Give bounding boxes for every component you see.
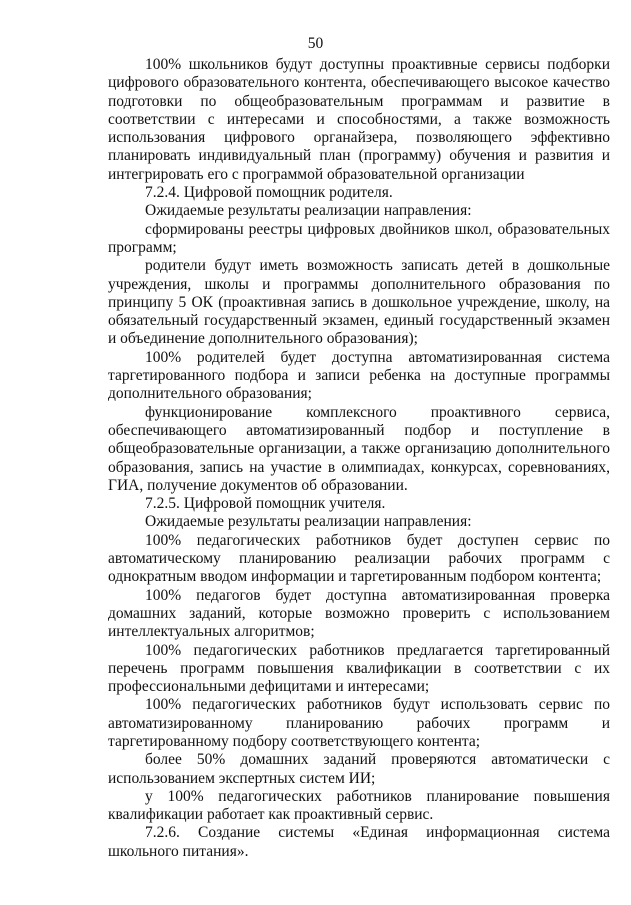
document-body	[108, 56, 610, 861]
paragraph-parents-system: 100% родителей будет доступна автоматизированная система таргетированного подбора и записи ребенка на доступные программы дополнительного образования;	[108, 348, 610, 403]
section-heading-7-2-6: 7.2.6. Создание системы «Единая информационная система школьного питания».	[108, 824, 610, 860]
paragraph-parents-enrollment: родители будут иметь возможность записать детей в дошкольные учреждения, школы и программы дополнительного образования по принципу 5 ОК (проактивная запись в дошкольное учреждение, школу, на обязательный государственный экзамен, единый государственный экзамен и объединение дополнительного образования);	[108, 257, 610, 348]
expected-results-heading: Ожидаемые результаты реализации направления:	[145, 202, 472, 220]
section-heading-7-2-4: 7.2.4. Цифровой помощник родителя.	[145, 184, 393, 202]
paragraph-proactive-qualification: у 100% педагогических работников планирование повышения квалификации работает как проактивный сервис.	[108, 787, 610, 824]
paragraph-teacher-planning: 100% педагогических работников будет доступен сервис по автоматическому планированию реализации рабочих программ с однократным вводом информации и таргетированным подбором контента;	[108, 531, 610, 586]
paragraph-automated-planning: 100% педагогических работников будут использовать сервис по автоматизированному планированию рабочих программ и таргетированному подбору соответствующего контента;	[108, 696, 610, 750]
paragraph-homework-check: 100% педагогов будет доступна автоматизированная проверка домашних заданий, которые возможно проверить с использованием интеллектуальных алгоритмов;	[108, 586, 610, 641]
expected-results-heading: Ожидаемые результаты реализации направления:	[145, 513, 472, 531]
paragraph-registries: сформированы реестры цифровых двойников школ, образовательных программ;	[108, 220, 610, 256]
paragraph-school-services: 100% школьников будут доступны проактивные сервисы подборки цифрового образовательного контента, обеспечивающего высокое качество подготовки по общеобразовательным программам и развитие в соответствии с интересами и способностями, а также возможность использования цифрового органайзера, позволяющего эффективно планировать индивидуальный план (программу) обучения и развития и интегрировать его с программой образовательной организации	[108, 56, 610, 183]
page-number: 50	[307, 35, 324, 52]
paragraph-ai-homework: более 50% домашних заданий проверяются автоматически с использованием экспертных систем ИИ;	[108, 751, 610, 787]
paragraph-proactive-service: функционирование комплексного проактивного сервиса, обеспечивающего автоматизированный подбор и поступление в общеобразовательные организации, а также организацию дополнительного образования, запись на участие в олимпиадах, конкурсах, соревнованиях, ГИА, получение документов об образовании.	[108, 403, 610, 494]
paragraph-qualification-list: 100% педагогических работников предлагается таргетированный перечень программ повышения квалификации в соответствии с их профессиональными дефицитами и интересами;	[108, 641, 610, 696]
section-heading-7-2-5: 7.2.5. Цифровой помощник учителя.	[145, 495, 386, 513]
